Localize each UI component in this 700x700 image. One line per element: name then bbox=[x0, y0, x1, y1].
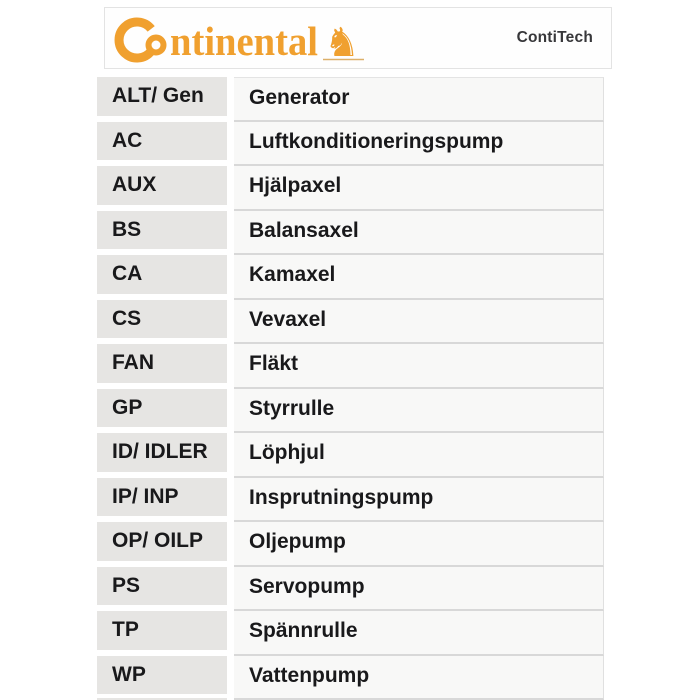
abbr-cell: CS bbox=[97, 300, 227, 339]
glossary-row bbox=[97, 389, 605, 434]
term-cell: Generator bbox=[234, 77, 604, 122]
abbr-cell: ALT/ Gen bbox=[97, 77, 227, 116]
abbr-cell: AUX bbox=[97, 166, 227, 205]
column-gap bbox=[227, 611, 234, 656]
term-cell: Hjälpaxel bbox=[234, 166, 604, 211]
term-cell: Oljepump bbox=[234, 522, 604, 567]
glossary-row bbox=[97, 211, 605, 256]
term-cell: Kamaxel bbox=[234, 255, 604, 300]
column-gap bbox=[227, 255, 234, 300]
logo-c-ring bbox=[119, 22, 151, 58]
company-name: ContiTech bbox=[516, 29, 593, 46]
column-gap bbox=[227, 344, 234, 389]
abbr-cell: ID/ IDLER bbox=[97, 433, 227, 472]
continental-logo bbox=[112, 7, 368, 69]
abbr-cell: PS bbox=[97, 567, 227, 606]
continental-wordmark bbox=[112, 7, 368, 69]
abbr-cell: BS bbox=[97, 211, 227, 250]
glossary-row bbox=[97, 255, 605, 300]
abbr-cell: GP bbox=[97, 389, 227, 428]
column-gap bbox=[227, 166, 234, 211]
glossary-row bbox=[97, 300, 605, 345]
column-gap bbox=[227, 389, 234, 434]
abbr-cell: OP/ OILP bbox=[97, 522, 227, 561]
abbr-cell: TP bbox=[97, 611, 227, 650]
abbr-cell: WP bbox=[97, 656, 227, 695]
column-gap bbox=[227, 77, 234, 122]
header bbox=[104, 7, 612, 69]
abbr-cell: FAN bbox=[97, 344, 227, 383]
term-cell: Luftkonditioneringspump bbox=[234, 122, 604, 167]
column-gap bbox=[227, 300, 234, 345]
glossary-table bbox=[97, 77, 605, 700]
glossary-row bbox=[97, 122, 605, 167]
term-cell: Fläkt bbox=[234, 344, 604, 389]
glossary-row bbox=[97, 166, 605, 211]
logo-o-ring bbox=[149, 38, 164, 53]
column-gap bbox=[227, 567, 234, 612]
column-gap bbox=[227, 478, 234, 523]
term-cell: Styrrulle bbox=[234, 389, 604, 434]
glossary-row bbox=[97, 567, 605, 612]
column-gap bbox=[227, 522, 234, 567]
abbr-cell: IP/ INP bbox=[97, 478, 227, 517]
term-cell: Vevaxel bbox=[234, 300, 604, 345]
rearing-horse-icon: ♞ bbox=[324, 21, 360, 65]
glossary-row bbox=[97, 77, 605, 122]
column-gap bbox=[227, 656, 234, 700]
glossary-row bbox=[97, 656, 605, 700]
term-cell: Spännrulle bbox=[234, 611, 604, 656]
glossary-row bbox=[97, 478, 605, 523]
column-gap bbox=[227, 211, 234, 256]
logo-text: ntinental bbox=[170, 18, 318, 64]
column-gap bbox=[227, 122, 234, 167]
term-cell: Löphjul bbox=[234, 433, 604, 478]
glossary-row bbox=[97, 433, 605, 478]
abbr-cell: AC bbox=[97, 122, 227, 161]
term-cell: Insprutningspump bbox=[234, 478, 604, 523]
abbr-cell: CA bbox=[97, 255, 227, 294]
glossary-row bbox=[97, 522, 605, 567]
term-cell: Vattenpump bbox=[234, 656, 604, 700]
glossary-row bbox=[97, 344, 605, 389]
glossary-row bbox=[97, 611, 605, 656]
term-cell: Balansaxel bbox=[234, 211, 604, 256]
term-cell: Servopump bbox=[234, 567, 604, 612]
column-gap bbox=[227, 433, 234, 478]
